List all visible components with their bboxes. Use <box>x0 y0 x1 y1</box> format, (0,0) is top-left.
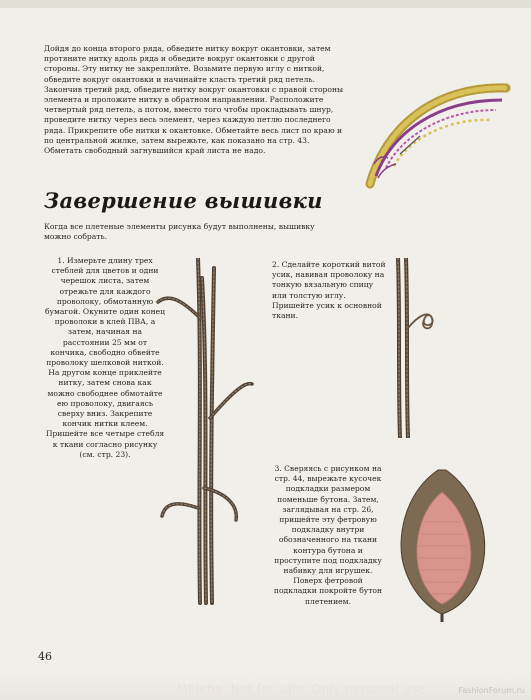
section-heading: Завершение вышивки <box>44 188 323 213</box>
leaf-edging-illustration <box>356 66 526 196</box>
step-3-text: 3. Сверяясь с рисунком на стр. 44, вырежьте кусочек подкладки размером поменьше бутона. Затем, заглядывая на стр. 26, пришейте эту фетровую подкладку внутри обозначенного на ткани контура бутона и проступите под подкладку набивку для игрушек. Поверх фетровой подкладки покройте бутон плетением. <box>273 464 383 606</box>
tendril-illustration <box>388 258 438 438</box>
top-scan-edge <box>0 0 531 8</box>
watermark: MElena. Not for sale. Only personal use. <box>177 682 430 696</box>
intro-paragraph: Дойдя до конца второго ряда, обведите нитку вокруг окантовки, затем протяните нитку вдоль ряда и обведите вокруг окантовки с другой стороны. Эту нитку не закрепляйте. Возьмите первую иглу с ниткой, обведите вокруг окантовки и начинайте класть третий ряд петель. Закончив третий ряд, обведите нитку вокруг окантовки с правой стороны элемента и проложите нитку в обратном направлении. Расположите четвертый ряд петель, а потом, вместо того чтобы прокладывать шнур, проведите нитку через весь элемент, через каждую петлю последнего ряда. Прикрепите обе нитки к окантовке. Обметайте весь лист по краю и по центральной жилке, затем вырежьте, как показано на стр. 43. Обметать свободный загнувшийся край листа не надо. <box>44 44 344 156</box>
forum-watermark: FashionForum.ru <box>458 686 525 695</box>
step-1-text: 1. Измерьте длину трех стеблей для цветов и одни черешок листа, затем отрежьте для каждого проволоку, обмотанную бумагой. Окуните один конец проволоки в клей ПВА, а затем, начиная на расстоянии 25 мм от кончика, свободно обвейте проволоку шелковой ниткой. На другом конце приклейте нитку, затем снова как можно свободнее обмотайте ею проволоку, двигаясь сверху вниз. Закрепите кончик нитки клеем. Пришейте все четыре стебля к ткани согласно рисунку (см. стр. 23). <box>44 256 166 459</box>
stems-illustration <box>150 258 260 608</box>
step-2-text: 2. Сделайте короткий витой усик, навивая проволоку на тонкую вязальную спицу или толстую иглу. Пришейте усик к основной ткани. <box>272 260 386 321</box>
bud-illustration <box>392 462 492 622</box>
lead-paragraph: Когда все плетеные элементы рисунка будут выполнены, вышивку можно собрать. <box>44 222 315 242</box>
page-number: 46 <box>38 650 52 663</box>
